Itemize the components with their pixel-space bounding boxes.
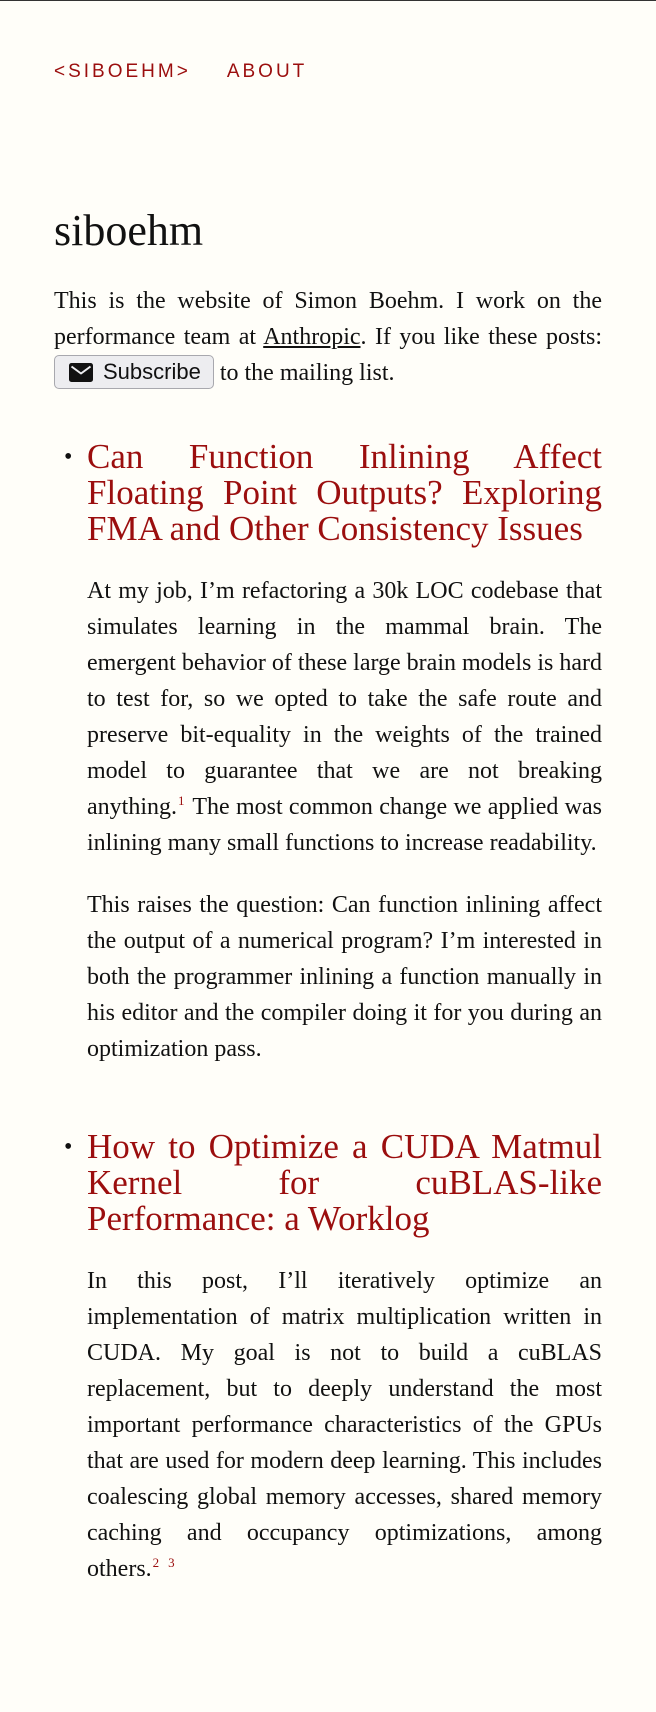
intro-paragraph — [54, 283, 602, 391]
excerpt-text: The most common change we applied was inlining many small functions to increase readability. — [87, 794, 602, 857]
post-excerpt — [87, 573, 602, 861]
nav-home-link[interactable]: <SIBOEHM> — [54, 61, 191, 82]
intro-text-middle: . If you like these posts: — [360, 324, 602, 350]
site-title: siboehm — [54, 206, 204, 255]
post-title-link[interactable]: How to Optimize a CUDA Matmul Kernel for cuBLAS-like Performance: a Worklog — [87, 1127, 602, 1239]
list-bullet: • — [64, 444, 73, 471]
subscribe-button[interactable] — [54, 355, 214, 389]
subscribe-label: Subscribe — [103, 359, 201, 385]
page — [0, 1, 656, 1587]
anthropic-link[interactable]: Anthropic — [263, 324, 361, 350]
list-bullet: • — [64, 1134, 73, 1161]
footnote-ref[interactable]: 2 — [152, 1555, 160, 1571]
nav-about-link[interactable]: ABOUT — [226, 61, 308, 82]
post-excerpt: This raises the question: Can function inlining affect the output of a numerical program? I’m interested in both the programmer inlining a function manually in his editor and the compiler doing it for you during an optimization pass. — [87, 892, 602, 1063]
excerpt-text: At my job, I’m refactoring a 30k LOC codebase that simulates learning in the mammal brain. The emergent behavior of these large brain models is hard to test for, so we opted to take the safe route and preserve bit-equality in the weights of the trained model to guarantee that we are not breaking anything. — [87, 578, 602, 821]
post-item — [54, 439, 602, 1067]
post-list — [54, 439, 602, 1587]
footnote-ref[interactable]: 3 — [168, 1555, 175, 1571]
intro-text-end: to the mailing list. — [213, 360, 395, 386]
envelope-icon — [69, 363, 93, 382]
footnote-ref[interactable]: 1 — [178, 793, 185, 809]
post-excerpt — [87, 1263, 602, 1587]
post-item — [54, 1129, 602, 1587]
intro-text-start: This is the website of Simon Boehm. I work on the performance team at — [54, 288, 602, 350]
post-title-link[interactable]: Can Function Inlining Affect Floating Point Outputs? Exploring FMA and Other Consistency Issues — [87, 437, 602, 549]
excerpt-text: In this post, I’ll iteratively optimize an implementation of matrix multiplication written in CUDA. My goal is not to build a cuBLAS replacement, but to deeply understand the most important performance characteristics of the GPUs that are used for modern deep learning. This includes coalescing global memory accesses, shared memory caching and occupancy optimizations, among others. — [87, 1268, 602, 1583]
top-nav — [54, 1, 602, 101]
